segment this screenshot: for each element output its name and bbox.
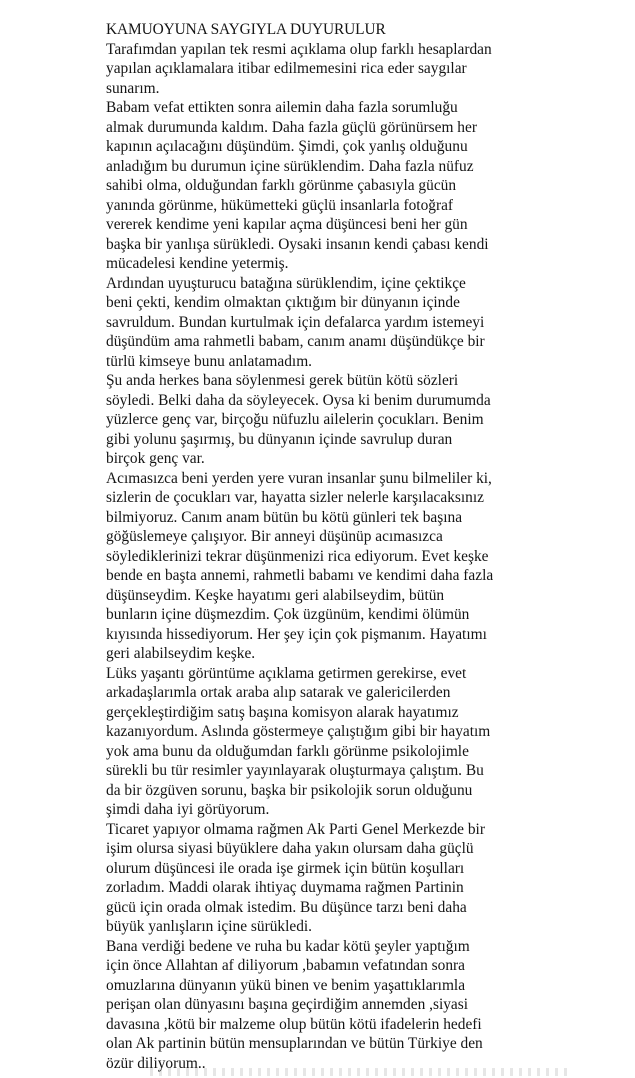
statement-line: kazanıyordum. Aslında göstermeye çalıştığım gibi bir hayatım bbox=[106, 723, 491, 740]
statement-line: Acımasızca beni yerden yere vuran insanlar şunu bilmeliler ki, bbox=[106, 469, 492, 487]
statement-line: düşündüm ama rahmetli babam, canım anamı düşündükçe bir bbox=[106, 333, 485, 350]
statement-line: gücü için orada olmak istedim. Bu düşünce tarzı beni daha bbox=[106, 898, 467, 916]
statement-line: vererek kendime yeni kapılar açma düşüncesi beni her gün bbox=[106, 216, 468, 233]
statement-line: anladığım bu durumun içine sürüklendim. Daha fazla nüfuz bbox=[106, 157, 474, 175]
statement-line: büyük yanlışların içine sürükledi. bbox=[106, 918, 313, 935]
statement-line: yüzlerce genç var, birçoğu nüfuzlu ailelerin çocukları. Benim bbox=[106, 411, 484, 428]
statement-line: göğüslemeye çalışıyor. Bir anneyi düşünüp acımasızca bbox=[106, 528, 443, 545]
statement-line: Ardından uyuşturucu batağına sürüklendim, içine çektikçe bbox=[106, 274, 466, 292]
statement-line: sahibi olma, olduğundan farklı görünme çabasıyla gücün bbox=[106, 177, 457, 194]
statement-line: Babam vefat ettikten sonra ailemin daha fazla sorumluğu bbox=[106, 99, 458, 116]
statement-line: omuzlarına dünyanın yükü binen ve benim yaşattıklarımla bbox=[106, 976, 466, 994]
statement-line: gibi yolunu şaşırmış, bu dünyanın içinde savrulup duran bbox=[106, 430, 453, 448]
statement-line: düşünseydim. Keşke hayatımı geri alabilseydim, bütün bbox=[106, 586, 445, 604]
statement-line: sürekli bu tür resimler yayınlayarak oluşturmaya çalıştım. Bu bbox=[106, 762, 484, 779]
statement-line: da bir özgüven sorunu, başka bir psikolojik sorun olduğunu bbox=[106, 781, 473, 799]
statement-line: Bana verdiği bedene ve ruha bu kadar kötü şeyler yaptığım bbox=[106, 937, 470, 955]
statement-line: Şu anda herkes bana söylenmesi gerek bütün kötü sözleri bbox=[106, 372, 459, 389]
statement-line: işim olursa siyasi büyüklere daha yakın olursam daha güçlü bbox=[106, 840, 474, 857]
statement-line: kıyısında hissediyorum. Her şey için çok pişmanım. Hayatımı bbox=[106, 625, 487, 643]
statement-line: Lüks yaşantı görüntüme açıklama getirmen gerekirse, evet bbox=[106, 664, 467, 682]
statement-line: olan Ak partinin bütün mensuplarından ve bütün Türkiye den bbox=[106, 1035, 483, 1052]
statement-line: mücadelesi kendine yetermiş. bbox=[106, 255, 289, 272]
statement-line: şimdi daha iyi görüyorum. bbox=[106, 801, 270, 818]
statement-line: davasına ,kötü bir malzeme olup bütün kötü ifadelerin hedefi bbox=[106, 1015, 482, 1033]
statement-line: bende en başta annemi, rahmetli babamı ve kendimi daha fazla bbox=[106, 567, 494, 584]
statement-line: için önce Allahtan af diliyorum ,babamın vefatından sonra bbox=[106, 957, 466, 974]
bottom-scan-artifact bbox=[150, 1068, 570, 1076]
statement-line: olurum düşüncesi ile orada işe girmek için bütün koşulları bbox=[106, 859, 465, 877]
statement-line: özür diliyorum.. bbox=[106, 1054, 206, 1072]
statement-line: yok ama bunu da olduğumdan farklı görünme psikolojimle bbox=[106, 742, 469, 760]
statement-line: almak durumunda kaldım. Daha fazla güçlü görünürsem her bbox=[106, 118, 477, 136]
statement-line: savruldum. Bundan kurtulmak için defalarca yardım istemeyi bbox=[106, 313, 485, 331]
statement-line: Tarafımdan yapılan tek resmi açıklama olup farklı hesaplardan bbox=[106, 40, 492, 58]
statement-line: sizlerin de çocukları var, hayatta sizler nelerle karşılacaksınız bbox=[106, 489, 484, 506]
statement-line: perişan olan dünyasını başına geçirdiğim annemden ,siyasi bbox=[106, 996, 469, 1013]
statement-line: bunların içine düşmezdim. Çok üzgünüm, kendimi ölümün bbox=[106, 606, 470, 623]
statement-line: söyledi. Belki daha da söyleyecek. Oysa ki benim durumumda bbox=[106, 391, 491, 409]
statement-line: sunarım. bbox=[106, 79, 160, 97]
statement-line: birçok genç var. bbox=[106, 450, 205, 467]
statement-line: geri alabilseydim keşke. bbox=[106, 645, 256, 662]
statement-body bbox=[106, 40, 606, 1074]
statement-line: zorladım. Maddi olarak ihtiyaç duymama rağmen Partinin bbox=[106, 879, 464, 896]
statement-line: beni çekti, kendim olmaktan çıktığım bir dünyanın içinde bbox=[106, 294, 460, 311]
statement-line: söylediklerinizi tekrar düşünmenizi rica ediyorum. Evet keşke bbox=[106, 547, 489, 565]
statement-line: bilmiyoruz. Canım anam bütün bu kötü günleri tek başına bbox=[106, 508, 463, 526]
statement-line: gerçekleştirdiğim satış başına komisyon alarak hayatımız bbox=[106, 703, 459, 721]
statement-line: Ticaret yapıyor olmama rağmen Ak Parti Genel Merkezde bir bbox=[106, 820, 485, 838]
statement-line: yanında görünme, hükümetteki güçlü insanlarla fotoğraf bbox=[106, 196, 454, 214]
statement-line: arkadaşlarımla ortak araba alıp satarak ve galericilerden bbox=[106, 684, 451, 701]
statement-text bbox=[106, 20, 606, 1073]
statement-line: başka bir yanlışa sürükledi. Oysaki insanın kendi çabası kendi bbox=[106, 235, 489, 253]
document-title: KAMUOYUNA SAYGIYLA DUYURULUR bbox=[106, 21, 386, 38]
statement-line: türlü kimseye bunu anlatamadım. bbox=[106, 352, 313, 370]
statement-line: kapının açılacağını düşündüm. Şimdi, çok yanlış olduğunu bbox=[106, 138, 468, 155]
statement-line: yapılan açıklamalara itibar edilmemesini rica eder saygılar bbox=[106, 60, 467, 77]
